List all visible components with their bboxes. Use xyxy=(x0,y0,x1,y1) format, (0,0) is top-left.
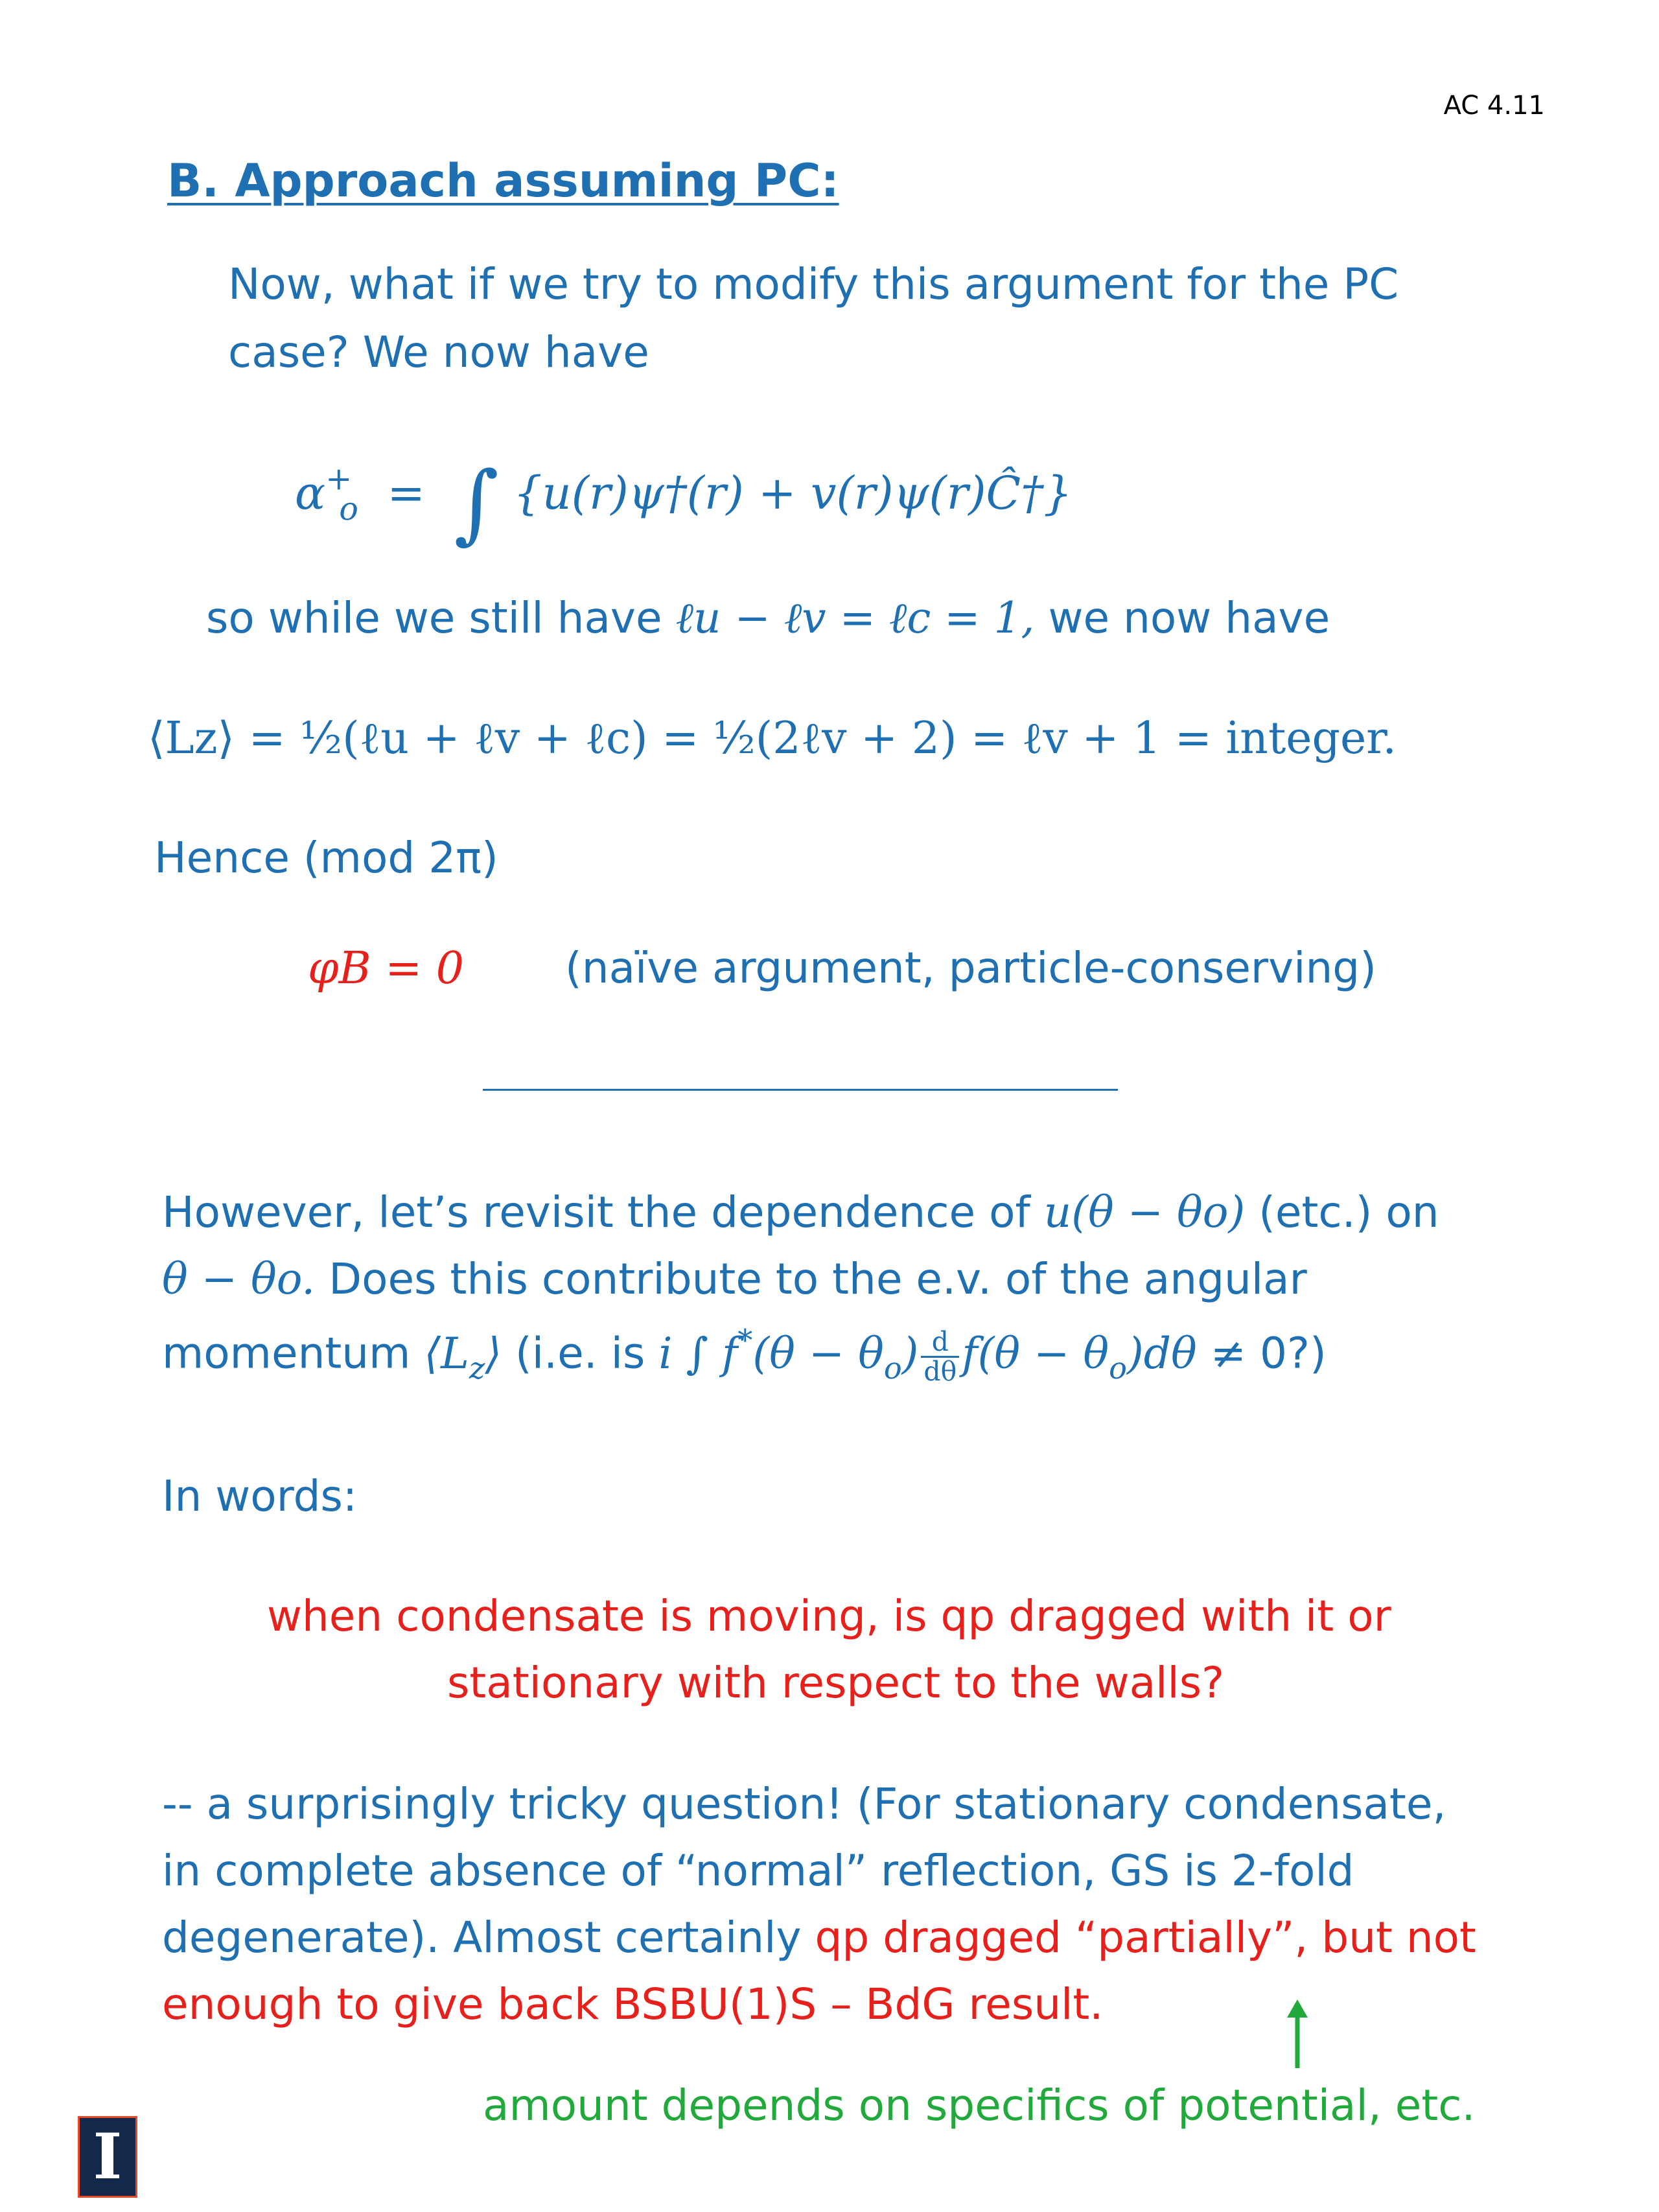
intro-line-2: case? We now have xyxy=(228,327,649,377)
so-while-after: we now have xyxy=(1048,593,1330,643)
alpha-rhs: {u(r)ψ†(r) + v(r)ψ(r)Ĉ†} xyxy=(513,466,1073,520)
equals-sign: = xyxy=(373,466,440,520)
section-heading: B. Approach assuming PC: xyxy=(167,154,839,207)
lz-expectation: $⟨L_z⟩$ xyxy=(424,1328,502,1386)
answer-line-1: -- a surprisingly tricky question! (For stationary condensate, xyxy=(162,1779,1446,1829)
alpha-sup: + xyxy=(325,460,353,498)
equation-alpha xyxy=(295,454,1073,553)
however-math-u: u(θ − θo) xyxy=(1043,1187,1246,1237)
intro-line-1: Now, what if we try to modify this argument for the PC xyxy=(228,259,1399,309)
however-line-2 xyxy=(162,1254,1307,1304)
however-text-d: momentum xyxy=(162,1328,411,1379)
question-line-2: stationary with respect to the walls? xyxy=(447,1658,1225,1708)
equation-lz: ⟨Lz⟩ = ½(ℓu + ℓv + ℓc) = ½(2ℓv + 2) = ℓv + 1 = integer. xyxy=(148,713,1397,764)
arrow-note: amount depends on specifics of potential, etc. xyxy=(483,2080,1476,2130)
however-math-theta: θ − θo. xyxy=(162,1254,316,1304)
integral-expression: i ∫ $f^*(\theta - \theta_o)$ $\frac{d}{d\theta}$ $f(\theta - \theta_o)d\theta$ ≠ xyxy=(658,1322,1246,1388)
result-note: (naïve argument, particle-conserving) xyxy=(565,943,1376,993)
logo-letter: I xyxy=(93,2120,122,2193)
however-text-a: However, let’s revisit the dependence of xyxy=(162,1187,1030,1237)
so-while-text: so while we still have xyxy=(206,593,662,643)
answer-line-2: in complete absence of “normal” reflection, GS is 2-fold xyxy=(162,1846,1354,1896)
alpha-sub: o xyxy=(339,490,358,528)
hence-text: Hence (mod 2π) xyxy=(154,833,498,883)
however-text-b: (etc.) on xyxy=(1259,1187,1439,1237)
phi-b-result: φB = 0 xyxy=(308,943,465,994)
alpha-symbol: α xyxy=(295,466,326,520)
answer-line-3 xyxy=(162,1913,1476,1962)
answer-text-blue: degenerate). Almost certainly xyxy=(162,1913,802,1962)
however-text-c: Does this contribute to the e.v. of the angular xyxy=(329,1254,1307,1304)
however-text-e: (i.e. is xyxy=(515,1328,645,1379)
however-text-f: 0?) xyxy=(1259,1328,1327,1379)
however-line-1 xyxy=(162,1187,1439,1237)
answer-line-4: enough to give back BSBU(1)S – BdG result. xyxy=(162,1979,1104,2029)
integral-sign: ∫ xyxy=(454,454,499,553)
answer-text-red: qp dragged “partially”, but not xyxy=(815,1913,1476,1962)
however-line-3 xyxy=(162,1322,1327,1386)
so-while-line xyxy=(206,593,1330,644)
slide-id: AC 4.11 xyxy=(1443,91,1545,121)
up-arrow-icon xyxy=(1284,1999,1310,2071)
divider-line xyxy=(483,1089,1118,1091)
university-logo xyxy=(78,2116,137,2198)
so-while-math: ℓu − ℓv = ℓc = 1, xyxy=(675,593,1035,643)
in-words-label: In words: xyxy=(162,1471,358,1521)
question-line-1: when condensate is moving, is qp dragged with it or xyxy=(267,1591,1391,1641)
